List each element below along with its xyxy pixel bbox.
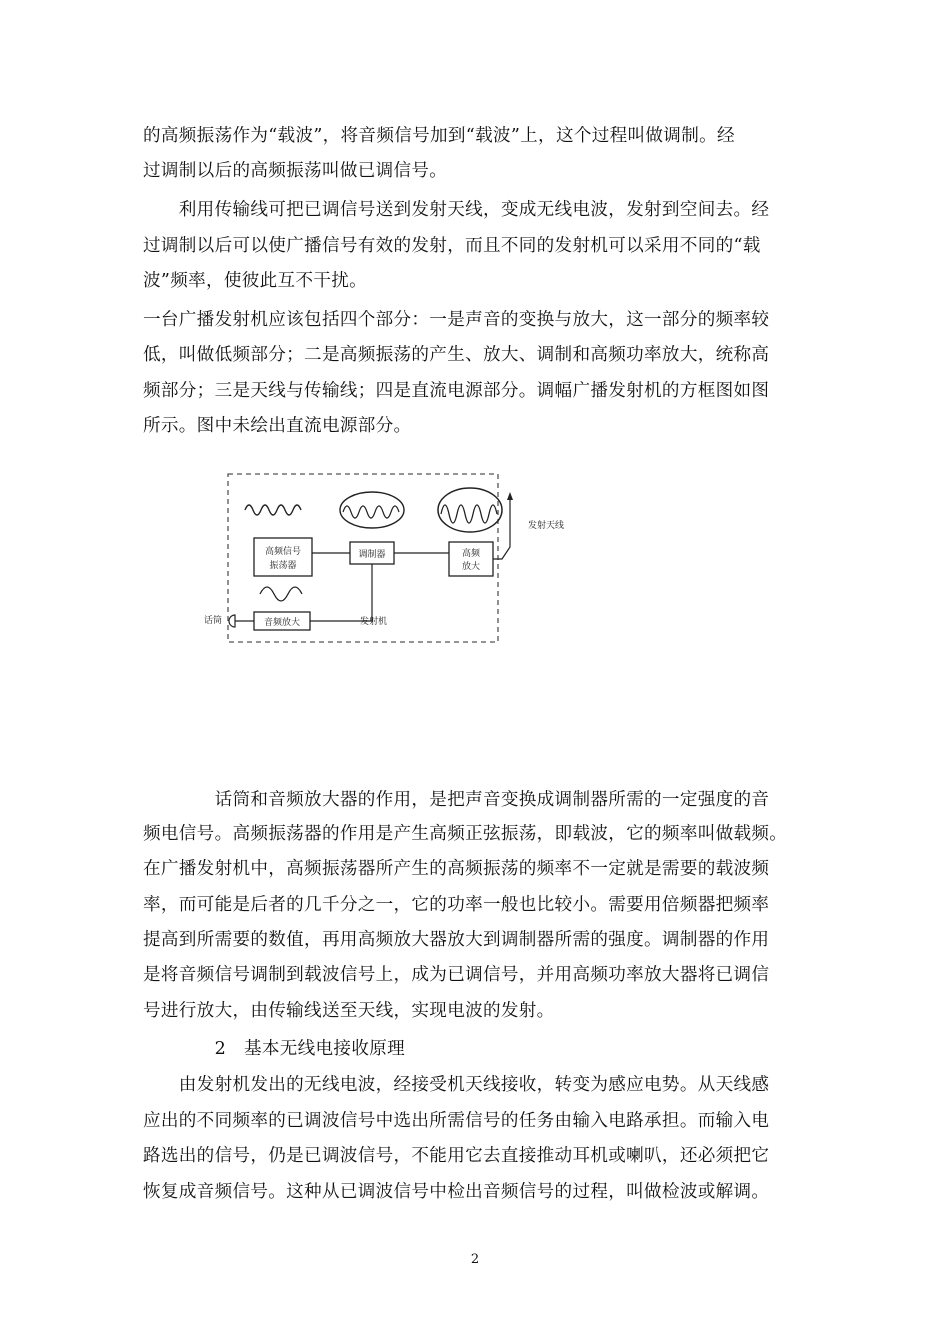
page-number: 2: [470, 1252, 480, 1267]
text-line: 应出的不同频率的已调波信号中选出所需信号的任务由输入电路承担。而输入电: [143, 1111, 770, 1131]
text-line: 频电信号。高频振荡器的作用是产生高频正弦振荡，即载波，它的频率叫做载频。: [143, 824, 788, 844]
text-line: 号进行放大，由传输线送至天线，实现电波的发射。: [143, 1001, 555, 1021]
text-line: 提高到所需要的数值，再用高频放大器放大到调制器所需的强度。调制器的作用: [143, 930, 770, 950]
text-line: 率，而可能是后者的几千分之一，它的功率一般也比较小。需要用倍频器把频率: [143, 895, 770, 915]
text-line: 波”频率，使彼此互不干扰。: [143, 271, 368, 291]
text-line: 话筒和音频放大器的作用，是把声音变换成调制器所需的一定强度的音: [143, 790, 770, 810]
text-line: 利用传输线可把已调信号送到发射天线，变成无线电波，发射到空间去。经: [143, 200, 770, 220]
oscillator-label-1: 高频信号: [264, 547, 302, 557]
text-line: 过调制以后的高频振荡叫做已调信号。: [143, 161, 448, 181]
antenna-label: 发射天线: [528, 521, 565, 531]
rf-amp-label-1: 高频: [461, 549, 481, 559]
audio-to-modulator-line: [310, 564, 372, 621]
text-line: 的高频振荡作为“载波”，将音频信号加到“载波”上，这个过程叫做调制。经: [143, 126, 735, 146]
microphone-icon: [229, 615, 235, 627]
transmitter-label: 发射机: [360, 617, 388, 627]
text-line: 路选出的信号，仍是已调波信号，不能用它去直接推动耳机或喇叭，还必须把它: [143, 1146, 770, 1166]
text-line: 由发射机发出的无线电波，经接受机天线接收，转变为感应电势。从天线感: [143, 1075, 770, 1095]
text-line: 低，叫做低频部分；二是高频振荡的产生、放大、调制和高频功率放大，统称高: [143, 345, 770, 365]
text-line: 在广播发射机中，高频振荡器所产生的高频振荡的频率不一定就是需要的载波频: [143, 859, 770, 879]
text-line: 恢复成音频信号。这种从已调波信号中检出音频信号的过程，叫做检波或解调。: [143, 1182, 770, 1202]
transmitter-block-diagram: [200, 462, 570, 662]
modulator-label: 调制器: [358, 550, 386, 560]
carrier-wave-icon: [245, 505, 301, 515]
text-line: 一台广播发射机应该包括四个部分：一是声音的变换与放大，这一部分的频率较: [143, 310, 770, 330]
text-line: 频部分；三是天线与传输线；四是直流电源部分。调幅广播发射机的方框图如图: [143, 381, 770, 401]
antenna-arrow-icon: [507, 492, 513, 500]
audio-amp-label: 音频放大: [263, 618, 301, 628]
rf-amp-label-2: 放大: [461, 562, 481, 572]
microphone-label: 话筒: [204, 616, 223, 626]
text-line: 过调制以后可以使广播信号有效的发射，而且不同的发射机可以采用不同的“载: [143, 236, 761, 256]
text-line: 所示。图中未绘出直流电源部分。: [143, 416, 412, 436]
audio-wave-icon: [260, 587, 302, 601]
text-line: 是将音频信号调制到载波信号上，成为已调信号，并用高频功率放大器将已调信: [143, 965, 770, 985]
section-heading: 2 基本无线电接收原理: [143, 1039, 406, 1059]
modulated-wave-icon: [340, 492, 404, 528]
oscillator-label-2: 振荡器: [269, 561, 297, 571]
